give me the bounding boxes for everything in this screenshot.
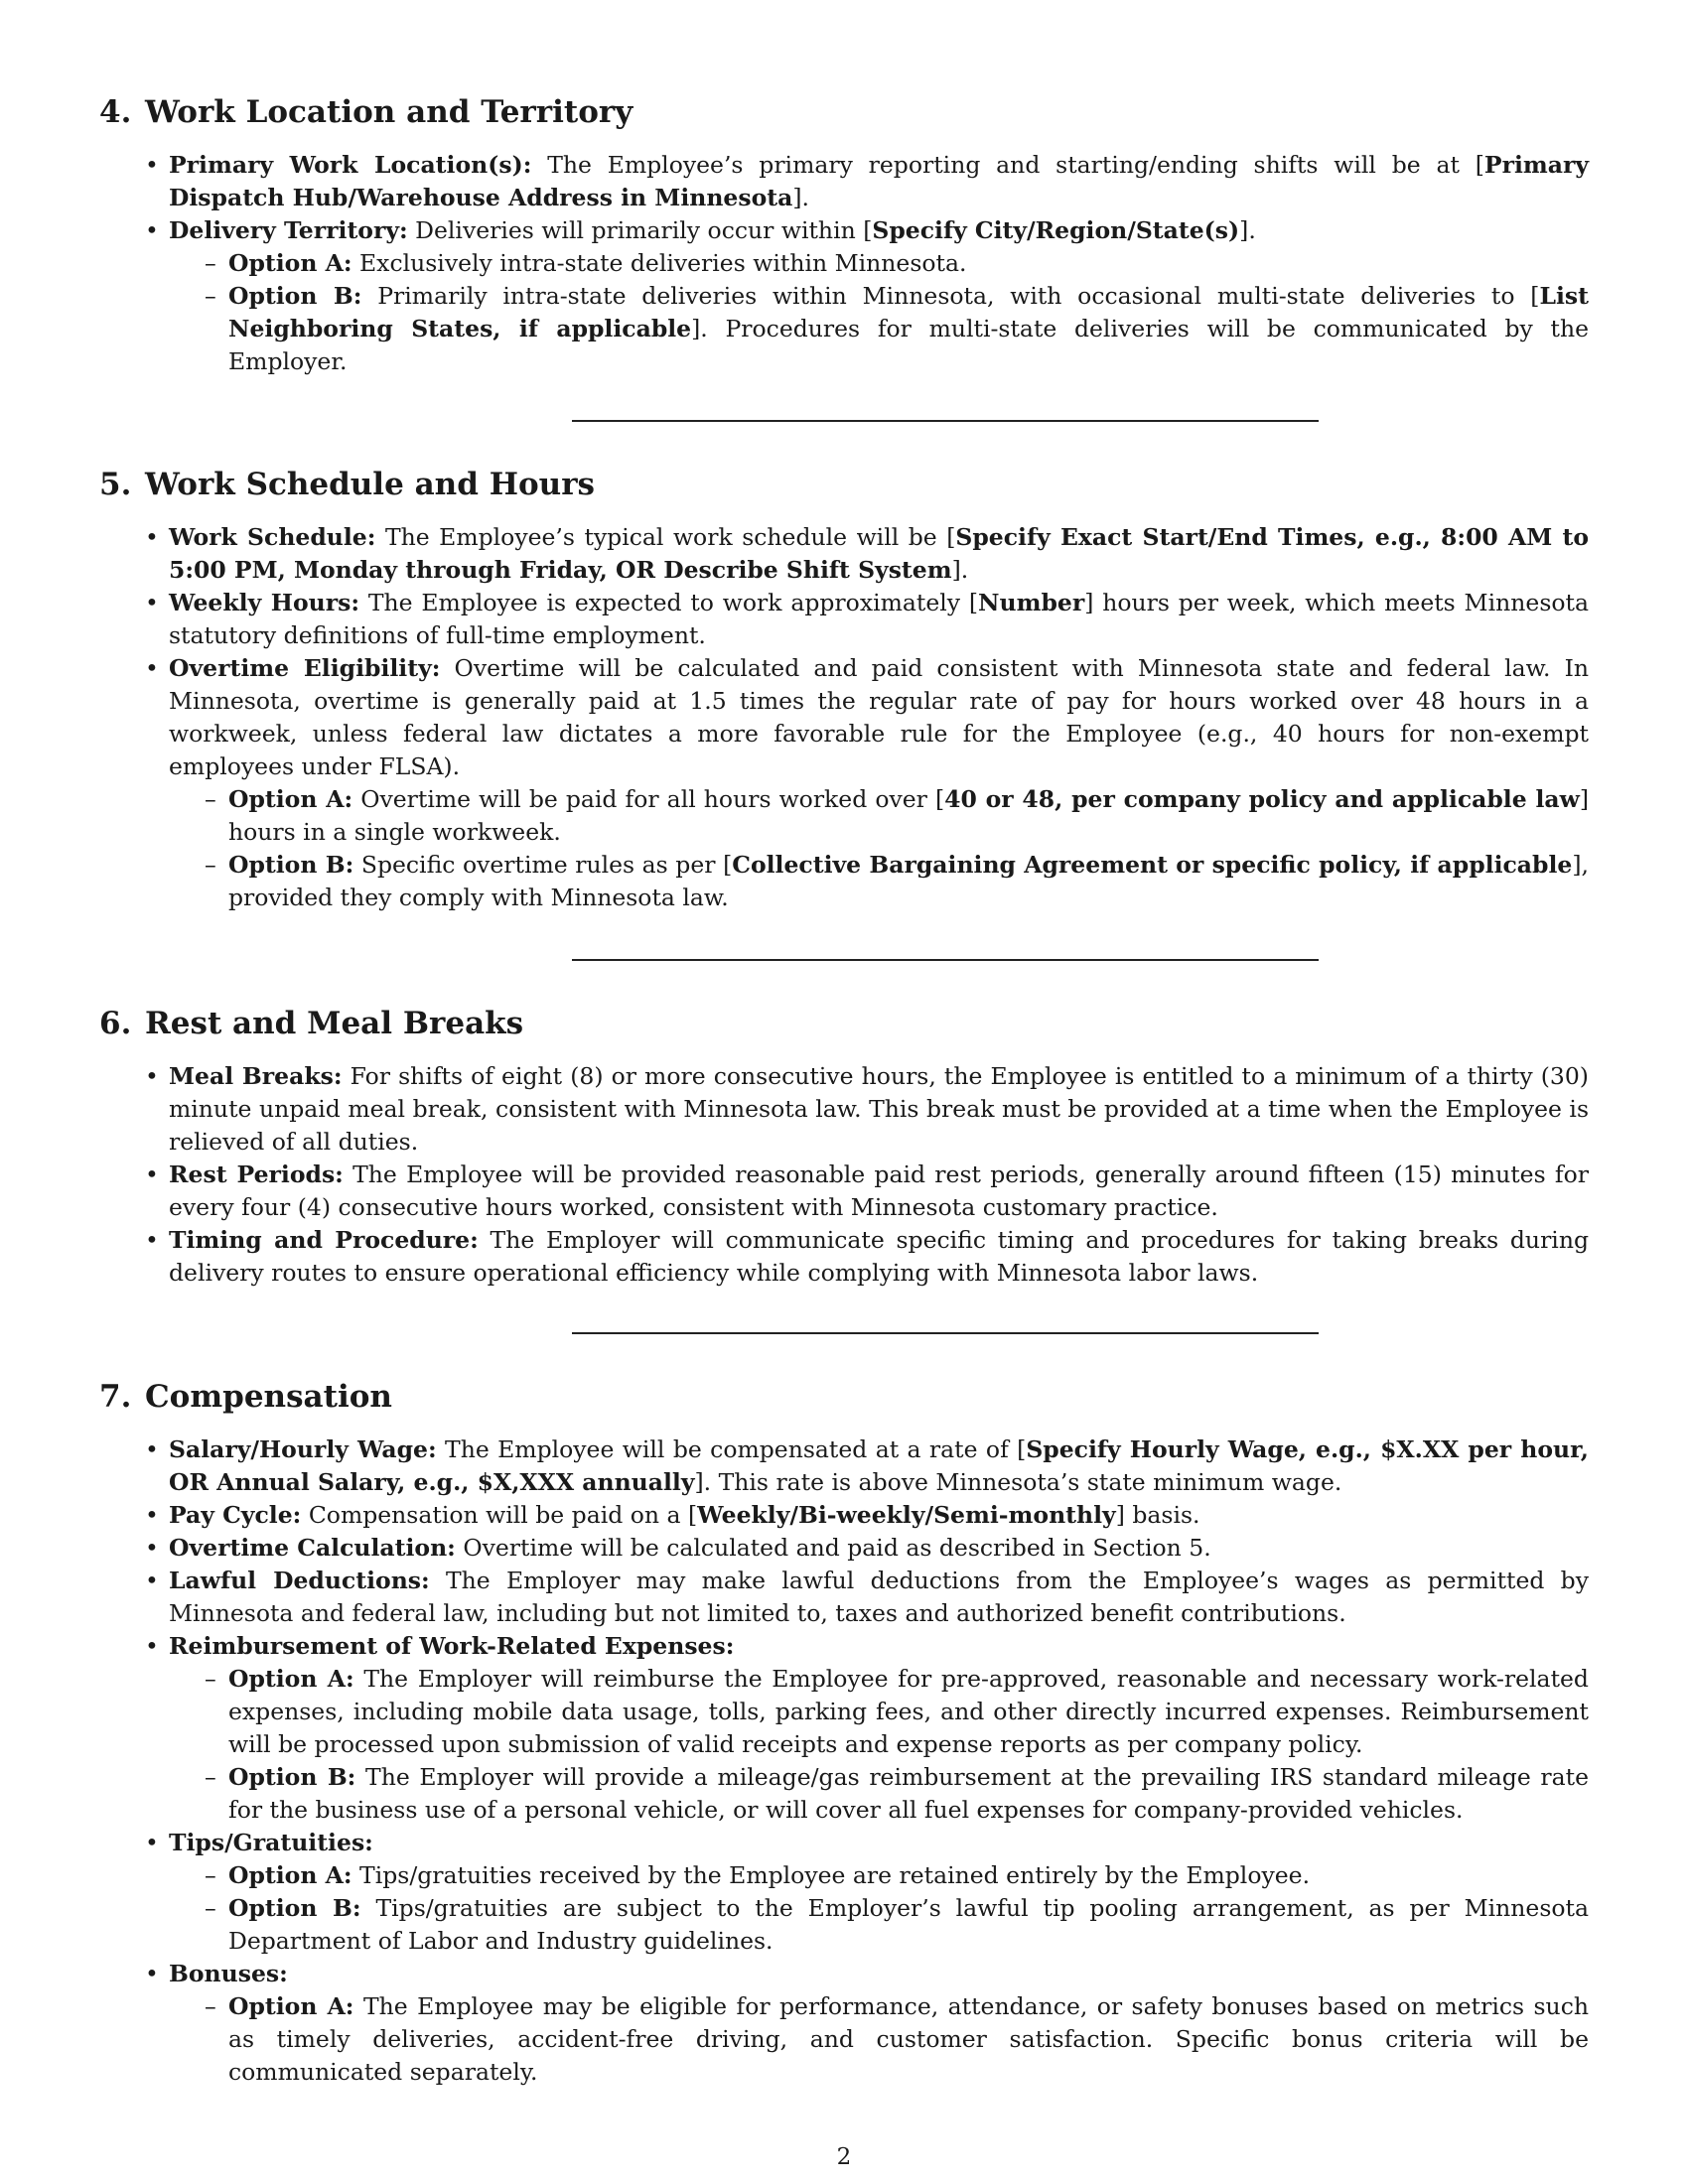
option-item: – Option B: Specific overtime rules as per [Collective Bargaining Agreement or specific policy, if applicable], provided they comply with Minnesota law. bbox=[228, 849, 1589, 914]
section-5-list bbox=[169, 521, 1589, 914]
option-item: – Option A: Tips/gratuities received by the Employee are retained entirely by the Employee. bbox=[228, 1859, 1589, 1892]
section-number: 6. bbox=[99, 1006, 132, 1041]
option-item: – Option A: The Employer will reimburse the Employee for pre-approved, reasonable and necessary work-related expenses, including mobile data usage, tolls, parking fees, and other directly incurred expenses. Reimbursement will be processed upon submission of valid receipts and expense reports as per company policy. bbox=[228, 1663, 1589, 1761]
sub-list bbox=[169, 1663, 1589, 1827]
section-number: 5. bbox=[99, 467, 132, 502]
section-title: Compensation bbox=[145, 1379, 392, 1415]
list-item: • Overtime Eligibility: Overtime will be calculated and paid consistent with Minnesota state and federal law. In Minnesota, overtime is generally paid at 1.5 times the regular rate of pay for hours worked over 48 hours in a workweek, unless federal law dictates a more favorable rule for the Employee (e.g., 40 hours for non-exempt employees under FLSA). – Option A: Overtime will be paid for all hours worked over [40 or 48, per company policy and applicable law] hours in a single workweek. – Option B: Specific overtime rules as per [Collective Bargaining Agreement or specific policy, if applicable], provided they comply with Minnesota law. bbox=[169, 652, 1589, 914]
option-item: – Option B: The Employer will provide a mileage/gas reimbursement at the prevailing IRS standard mileage rate for the business use of a personal vehicle, or will cover all fuel expenses for company-provided vehicles. bbox=[228, 1761, 1589, 1827]
section-5-heading bbox=[99, 467, 595, 502]
sub-list bbox=[169, 1990, 1589, 2089]
sub-list bbox=[169, 1859, 1589, 1958]
section-divider bbox=[572, 959, 1319, 961]
section-6-list bbox=[169, 1060, 1589, 1290]
section-title: Work Location and Territory bbox=[145, 94, 633, 130]
section-number: 4. bbox=[99, 94, 132, 130]
section-4-heading bbox=[99, 94, 633, 130]
list-item: • Lawful Deductions: The Employer may make lawful deductions from the Employee’s wages as permitted by Minnesota and federal law, including but not limited to, taxes and authorized benefit contributions. bbox=[169, 1565, 1589, 1630]
section-7-list bbox=[169, 1433, 1589, 2089]
section-6-heading bbox=[99, 1006, 523, 1041]
list-item: • Rest Periods: The Employee will be provided reasonable paid rest periods, generally around fifteen (15) minutes for every four (4) consecutive hours worked, consistent with Minnesota customary practice. bbox=[169, 1159, 1589, 1224]
list-item: • Work Schedule: The Employee’s typical work schedule will be [Specify Exact Start/End Times, e.g., 8:00 AM to 5:00 PM, Monday through Friday, OR Describe Shift System]. bbox=[169, 521, 1589, 587]
option-item: – Option B: Tips/gratuities are subject to the Employer’s lawful tip pooling arrangement, as per Minnesota Department of Labor and Industry guidelines. bbox=[228, 1892, 1589, 1958]
section-title: Rest and Meal Breaks bbox=[145, 1006, 524, 1041]
option-item: – Option A: Overtime will be paid for all hours worked over [40 or 48, per company policy and applicable law] hours in a single workweek. bbox=[228, 783, 1589, 849]
list-item: • Tips/Gratuities: – Option A: Tips/gratuities received by the Employee are retained entirely by the Employee. – Option B: Tips/gratuities are subject to the Employer’s lawful tip pooling arrangement, as per Minnesota Department of Labor and Industry guidelines. bbox=[169, 1827, 1589, 1958]
list-item: • Primary Work Location(s): The Employee’s primary reporting and starting/ending shifts will be at [Primary Dispatch Hub/Warehouse Address in Minnesota]. bbox=[169, 149, 1589, 214]
list-item: • Weekly Hours: The Employee is expected to work approximately [Number] hours per week, which meets Minnesota statutory definitions of full-time employment. bbox=[169, 587, 1589, 652]
list-item: • Reimbursement of Work-Related Expenses: – Option A: The Employer will reimburse the Employee for pre-approved, reasonable and necessary work-related expenses, including mobile data usage, tolls, parking fees, and other directly incurred expenses. Reimbursement will be processed upon submission of valid receipts and expense reports as per company policy. – Option B: The Employer will provide a mileage/gas reimbursement at the prevailing IRS standard mileage rate for the business use of a personal vehicle, or will cover all fuel expenses for company-provided vehicles. bbox=[169, 1630, 1589, 1827]
page-number: 2 bbox=[836, 2144, 852, 2170]
list-item: • Meal Breaks: For shifts of eight (8) or more consecutive hours, the Employee is entitled to a minimum of a thirty (30) minute unpaid meal break, consistent with Minnesota law. This break must be provided at a time when the Employee is relieved of all duties. bbox=[169, 1060, 1589, 1159]
section-4-list bbox=[169, 149, 1589, 378]
sub-list bbox=[169, 783, 1589, 914]
list-item: • Salary/Hourly Wage: The Employee will be compensated at a rate of [Specify Hourly Wage, e.g., $X.XX per hour, OR Annual Salary, e.g., $X,XXX annually]. This rate is above Minnesota’s state minimum wage. bbox=[169, 1433, 1589, 1499]
list-item: • Timing and Procedure: The Employer will communicate specific timing and procedures for taking breaks during delivery routes to ensure operational efficiency while complying with Minnesota labor laws. bbox=[169, 1224, 1589, 1290]
list-item: • Overtime Calculation: Overtime will be calculated and paid as described in Section 5. bbox=[169, 1532, 1589, 1565]
list-item: • Bonuses: – Option A: The Employee may be eligible for performance, attendance, or safety bonuses based on metrics such as timely deliveries, accident-free driving, and customer satisfaction. Specific bonus criteria will be communicated separately. bbox=[169, 1958, 1589, 2089]
option-item: – Option A: Exclusively intra-state deliveries within Minnesota. bbox=[228, 247, 1589, 280]
sub-list bbox=[169, 247, 1589, 378]
section-divider bbox=[572, 1332, 1319, 1334]
section-divider bbox=[572, 420, 1319, 422]
section-7-heading bbox=[99, 1379, 392, 1415]
option-item: – Option B: Primarily intra-state deliveries within Minnesota, with occasional multi-state deliveries to [List Neighboring States, if applicable]. Procedures for multi-state deliveries will be communicated by the Employer. bbox=[228, 280, 1589, 378]
section-number: 7. bbox=[99, 1379, 132, 1415]
section-title: Work Schedule and Hours bbox=[145, 467, 595, 502]
list-item: • Pay Cycle: Compensation will be paid on a [Weekly/Bi-weekly/Semi-monthly] basis. bbox=[169, 1499, 1589, 1532]
option-item: – Option A: The Employee may be eligible for performance, attendance, or safety bonuses based on metrics such as timely deliveries, accident-free driving, and customer satisfaction. Specific bonus criteria will be communicated separately. bbox=[228, 1990, 1589, 2089]
list-item: • Delivery Territory: Deliveries will primarily occur within [Specify City/Region/State(s)]. – Option A: Exclusively intra-state deliveries within Minnesota. – Option B: Primarily intra-state deliveries within Minnesota, with occasional multi-state deliveries to [List Neighboring States, if applicable]. Procedures for multi-state deliveries will be communicated by the Employer. bbox=[169, 214, 1589, 378]
